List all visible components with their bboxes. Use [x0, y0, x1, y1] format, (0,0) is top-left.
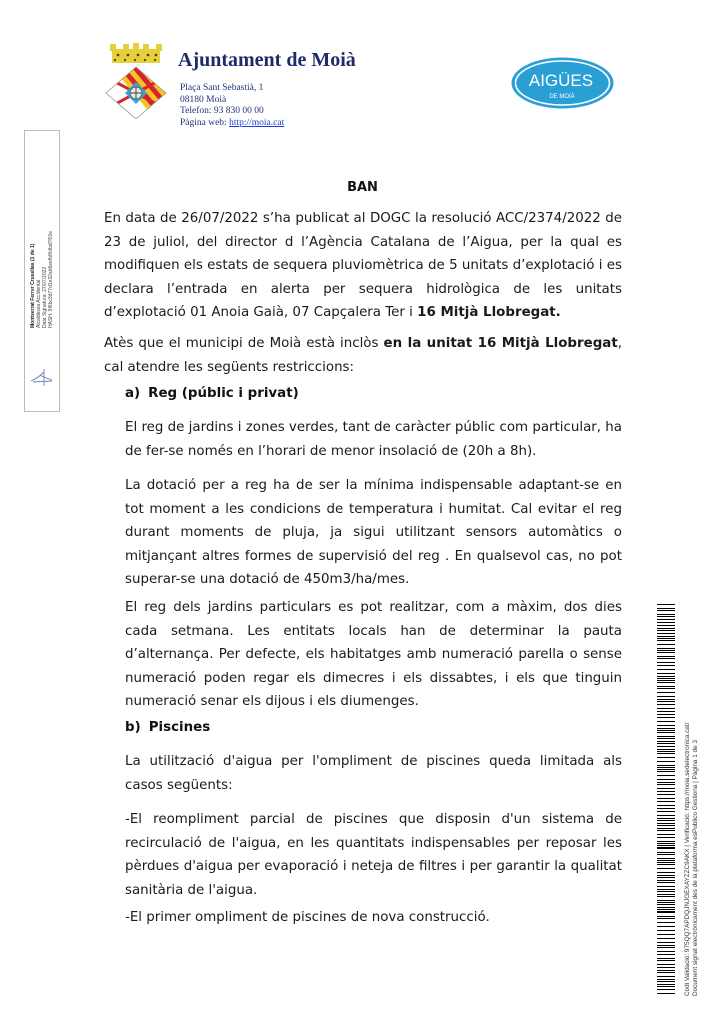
- barcode-bar: [657, 625, 675, 626]
- phone: Telefon: 93 830 00 00: [180, 106, 264, 116]
- barcode-bar: [657, 820, 675, 821]
- barcode-bar: [657, 676, 675, 677]
- barcode-bar: [657, 938, 675, 939]
- barcode-bar: [657, 825, 675, 826]
- web-label: Pàgina web:: [180, 117, 230, 128]
- barcode-bar: [657, 775, 675, 776]
- barcode-bar: [657, 875, 675, 876]
- barcode-bar: [657, 696, 675, 697]
- barcode-bar: [657, 761, 675, 762]
- barcode-bar: [657, 926, 675, 927]
- section-a-paragraph-3: El reg dels jardins particulars es pot realitzar, com a màxim, dos dies cada setmana. Les entitats locals han de determinar la pauta d’alternança. Per defecte, els habitatges amb numeració parella o sense numeració poden regar els dimecres i els dissabtes, i els que tinguin numeració senar els dijous i els diumenges.: [125, 600, 622, 709]
- barcode-bar: [657, 673, 675, 674]
- barcode-bar: [657, 979, 675, 980]
- barcode-bar: [657, 976, 675, 977]
- barcode-bar: [657, 958, 675, 959]
- barcode-bar: [657, 728, 675, 729]
- barcode-bar: [657, 909, 675, 910]
- barcode-bar: [657, 864, 675, 865]
- barcode-bar: [657, 614, 675, 615]
- section-a-paragraph-2: La dotació per a reg ha de ser la mínima indispensable adaptant-se en tot moment a les condicions de temperatura i humitat. Cal evitar el reg durant moments de pluja, ja sigui utilitzant sensors automàtics o mitjançant altres formes de supervisió del reg . En qualsevol cas, no pot superar-se una dotació de 450m3/ha/mes.: [125, 478, 622, 587]
- barcode-bar: [657, 714, 675, 715]
- barcode-bar: [657, 692, 675, 693]
- barcode-bar: [657, 896, 675, 897]
- barcode-bar: [657, 847, 675, 849]
- barcode-bar: [657, 911, 675, 913]
- barcode-bar: [657, 640, 675, 641]
- barcode-bar: [657, 604, 675, 605]
- barcode-bar: [657, 616, 675, 617]
- barcode-bar: [657, 964, 675, 965]
- barcode-bar: [657, 852, 675, 853]
- barcode-bar: [657, 648, 675, 649]
- aigues-logo-text: AIGÜES: [528, 71, 594, 90]
- barcode-bar: [657, 989, 675, 990]
- barcode-bar: [657, 686, 675, 687]
- barcode-bar: [657, 678, 675, 679]
- barcode-bar: [657, 665, 675, 666]
- context-text-before: Atès que el municipi de Moià està inclòs: [104, 336, 384, 351]
- barcode-bar: [657, 619, 675, 620]
- barcode-bar: [657, 717, 675, 718]
- barcode-bar: [657, 798, 675, 799]
- barcode-bar: [657, 843, 675, 844]
- barcode-bar: [657, 680, 675, 681]
- barcode-bar: [657, 951, 675, 952]
- barcode-bar: [657, 854, 675, 855]
- aigues-logo-subtext: DE MOIÀ: [549, 94, 575, 100]
- barcode-bar: [657, 669, 675, 670]
- barcode-bar: [657, 788, 675, 789]
- barcode-bar: [657, 886, 675, 887]
- intro-bold: 16 Mitjà Llobregat.: [417, 305, 561, 320]
- barcode-bar: [657, 891, 675, 892]
- section-b-label: b): [125, 720, 141, 735]
- barcode-bar: [657, 934, 675, 935]
- context-text-after: , cal atendre les següents restriccions:: [104, 336, 622, 375]
- barcode-bar: [657, 630, 675, 631]
- barcode-bar: [657, 784, 675, 785]
- barcode-bar: [657, 828, 675, 829]
- barcode-bar: [657, 644, 675, 645]
- context-paragraph: [104, 332, 622, 379]
- barcode-bar: [657, 972, 675, 973]
- address-line-1: Plaça Sant Sebastià, 1: [180, 83, 264, 93]
- barcode-bar: [657, 688, 675, 689]
- barcode-bar: [657, 608, 675, 609]
- web-link[interactable]: http://moia.cat: [229, 117, 285, 128]
- barcode-bar: [657, 771, 675, 772]
- barcode-bar: [657, 794, 675, 795]
- barcode-bar: [657, 767, 675, 768]
- barcode-bar: [657, 947, 675, 948]
- section-b-paragraph-2: -El reompliment parcial de piscines que disposin d'un sistema de recirculació de l'aigua, en les quantitats indispensables per reposar les pèrdues d'aigua per evaporació i neteja de filtres i per garantir la qualitat sanitària de l'aigua.: [125, 812, 622, 898]
- barcode-bar: [657, 650, 675, 651]
- section-a-label: a): [125, 386, 141, 401]
- barcode-bar: [657, 805, 675, 806]
- section-a-heading: [125, 386, 299, 401]
- org-address: [180, 83, 284, 129]
- barcode-bar: [657, 858, 675, 859]
- context-bold: en la unitat 16 Mitjà Llobregat: [383, 336, 618, 351]
- aigues-de-moia-logo: [510, 56, 615, 110]
- coat-of-arms-logo: [104, 43, 168, 119]
- barcode-bar: [657, 894, 675, 895]
- barcode-bar: [657, 711, 675, 712]
- barcode-bar: [657, 791, 675, 792]
- intro-text: En data de 26/07/2022 s’ha publicat al DOGC la resolució ACC/2374/2022 de 23 de juliol, del director d l’Agència Catalana de l’Aigua, per la qual es modifiquen els estats de sequera pluviomètrica de 5 unitats d’explotació i es declara l’entrada en alerta per sequera hidrològica de les unitats d’explotació 01 Anoia Gaià, 07 Capçalera Ter i: [104, 211, 622, 320]
- barcode-bar: [657, 954, 675, 955]
- barcode-bar: [657, 823, 675, 824]
- barcode-bar: [657, 993, 675, 994]
- barcode-bar: [657, 942, 675, 943]
- barcode-bar: [657, 837, 675, 838]
- barcode-bar: [657, 811, 675, 812]
- barcode-bar: [657, 741, 675, 742]
- barcode-bar: [657, 725, 675, 726]
- barcode-bar: [657, 779, 675, 780]
- verification-code-line: Codi Validació: 975QQ7APDQJNJGEXAYZZC9AKX | Verificació: https://moia.sedelectronica.cat/: [684, 722, 691, 996]
- barcode-bar: [657, 753, 675, 754]
- barcode-bar: [657, 815, 675, 816]
- barcode-bar: [657, 877, 675, 878]
- barcode-bar: [657, 981, 675, 982]
- barcode-bar: [657, 986, 675, 987]
- barcode-bar: [657, 743, 675, 744]
- barcode-bar: [657, 808, 675, 809]
- barcode-bar: [657, 918, 675, 919]
- barcode-bar: [657, 782, 675, 783]
- barcode-bar: [657, 699, 675, 700]
- barcode-bar: [657, 945, 675, 946]
- barcode-bar: [657, 818, 675, 819]
- signer-role: Alcaldessa Accidental: [36, 279, 42, 328]
- barcode-bar: [657, 889, 675, 890]
- barcode-bar: [657, 636, 675, 637]
- barcode-bar: [657, 860, 675, 861]
- barcode-bar: [657, 930, 675, 931]
- section-a-title: Reg (públic i privat): [148, 386, 299, 401]
- barcode-bar: [657, 862, 675, 863]
- barcode-bar: [657, 902, 675, 903]
- barcode-bar: [657, 738, 675, 739]
- barcode-bar: [657, 960, 675, 961]
- section-b-paragraph-1: La utilització d'aigua per l'ompliment de piscines queda limitada als casos següents:: [125, 754, 622, 793]
- barcode-bar: [657, 769, 675, 770]
- signature-info: [30, 208, 54, 328]
- barcode-bar: [657, 708, 675, 709]
- barcode-bar: [657, 904, 675, 905]
- barcode-bar: [657, 984, 675, 985]
- barcode-bar: [657, 749, 675, 750]
- intro-paragraph: [104, 207, 622, 325]
- barcode-bar: [657, 970, 675, 971]
- verification-text: [684, 723, 700, 997]
- signature-hash: HASH: 9f6bc3d77d1e32ab5eefbf6dbd7f01e: [48, 230, 54, 328]
- section-b-heading: [125, 720, 210, 735]
- barcode-bar: [657, 801, 675, 802]
- signature-date: Data Signatura: 27/07/2022: [42, 266, 48, 328]
- org-name: Ajuntament de Moià: [178, 49, 356, 71]
- barcode-bar: [657, 736, 675, 737]
- barcode-bar: [657, 682, 675, 683]
- barcode-bar: [657, 882, 675, 883]
- barcode-bar: [657, 701, 675, 702]
- barcode-bar: [657, 907, 675, 908]
- barcode-bar: [657, 622, 675, 623]
- barcode-bar: [657, 967, 675, 968]
- barcode-bar: [657, 662, 675, 663]
- barcode-bar: [657, 841, 675, 842]
- barcode-bar: [657, 658, 675, 659]
- barcode-bar: [657, 872, 675, 873]
- barcode-bar: [657, 868, 675, 869]
- section-b-paragraph-3: -El primer ompliment de piscines de nova construcció.: [125, 910, 490, 925]
- barcode-bar: [657, 834, 675, 835]
- barcode-bar: [657, 757, 675, 758]
- signer-name: Montserrat Ferrer Crusellas (1 de 1): [30, 243, 36, 328]
- barcode-bar: [657, 880, 675, 881]
- address-line-2: 08180 Moià: [180, 94, 227, 105]
- document-title: BAN: [347, 180, 378, 195]
- barcode-bar: [657, 721, 675, 722]
- barcode-bar: [657, 845, 675, 846]
- barcode-bar: [657, 704, 675, 705]
- barcode-bar: [657, 730, 675, 731]
- barcode-bar: [657, 751, 675, 752]
- barcode-bar: [657, 830, 675, 831]
- barcode-bar: [657, 633, 675, 634]
- handwritten-signature: [30, 366, 54, 388]
- barcode-bar: [657, 765, 675, 766]
- barcode-bar: [657, 628, 675, 629]
- barcode-bar: [657, 656, 675, 657]
- barcode-bar: [657, 732, 675, 733]
- barcode-bar: [657, 922, 675, 923]
- barcode-bar: [657, 638, 675, 639]
- section-a-paragraph-1: El reg de jardins i zones verdes, tant de caràcter públic com particular, ha de fer-se només en l’horari de menor insolació de (20h a 8h).: [125, 420, 622, 459]
- verification-platform-line: Document signat electrònicament des de la plataforma esPublico Gestiona | Pàgina 1 de 3: [692, 739, 699, 996]
- barcode-bar: [657, 610, 675, 611]
- barcode-bar: [657, 652, 675, 653]
- barcode-bar: [657, 746, 675, 747]
- web-line: [180, 118, 284, 130]
- barcode-bar: [657, 900, 675, 901]
- barcode-bar: [657, 916, 675, 917]
- section-b-title: Piscines: [148, 720, 211, 735]
- verification-barcode: [657, 604, 675, 994]
